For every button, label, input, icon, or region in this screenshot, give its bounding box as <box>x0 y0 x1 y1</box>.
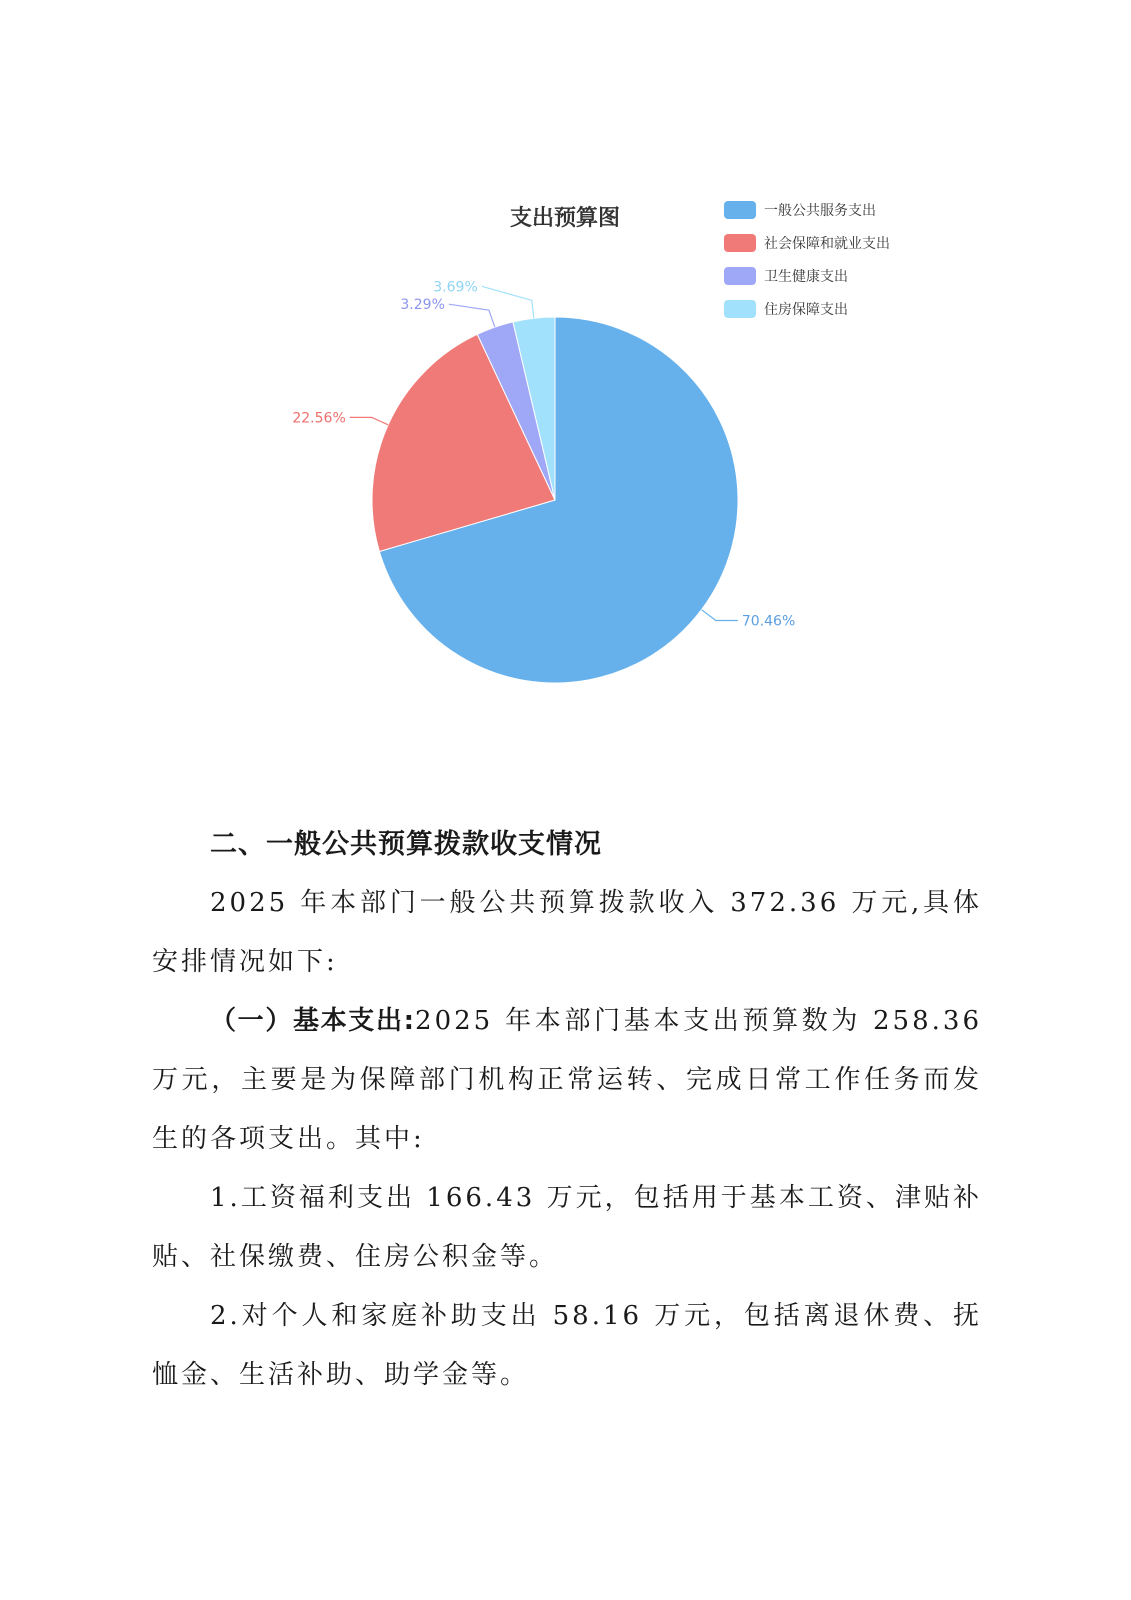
paragraph-family-subsidy: 2.对个人和家庭补助支出 58.16 万元，包括离退休费、抚恤金、生活补助、助学金等。 <box>152 1301 982 1390</box>
paragraph-salary-welfare: 1.工资福利支出 166.43 万元，包括用于基本工资、津贴补贴、社保缴费、住房公积金等。 <box>152 1183 982 1272</box>
legend-swatch-health <box>724 267 756 285</box>
legend-swatch-general-public-service <box>724 201 756 219</box>
label-leader-line-general-public-service <box>701 610 737 621</box>
pct-label-social-security-employment: 22.56% <box>292 410 346 427</box>
legend-swatch-social-security-employment <box>724 234 756 252</box>
pie-chart-svg <box>0 0 1131 760</box>
legend-label-health: 卫生健康支出 <box>764 269 848 285</box>
document-body <box>152 816 982 1405</box>
chart-legend <box>724 201 890 318</box>
pct-label-housing-security: 3.69% <box>433 279 478 296</box>
expenditure-pie-chart <box>0 0 1131 760</box>
pie-slices <box>372 317 738 683</box>
basic-expenditure-lead: （一）基本支出: <box>210 1006 416 1036</box>
chart-title: 支出预算图 <box>509 206 621 231</box>
paragraph-appropriation-income: 2025 年本部门一般公共预算拨款收入 372.36 万元,具体安排情况如下: <box>152 888 982 977</box>
label-leader-line-social-security-employment <box>350 417 388 424</box>
legend-swatch-housing-security <box>724 300 756 318</box>
pct-label-health: 3.29% <box>400 297 445 314</box>
legend-label-housing-security: 住房保障支出 <box>764 302 848 318</box>
paragraph-basic-expenditure <box>152 992 982 1169</box>
legend-label-general-public-service: 一般公共服务支出 <box>764 203 876 219</box>
basic-expenditure-body: 2025 年本部门基本支出预算数为 258.36 万元，主要是为保障部门机构正常运转、完成日常工作任务而发生的各项支出。其中: <box>152 1006 982 1154</box>
pct-label-general-public-service: 70.46% <box>741 613 796 630</box>
section-heading: 二、一般公共预算拨款收支情况 <box>210 829 602 860</box>
legend-label-social-security-employment: 社会保障和就业支出 <box>764 236 890 252</box>
label-leader-line-health <box>449 304 495 327</box>
